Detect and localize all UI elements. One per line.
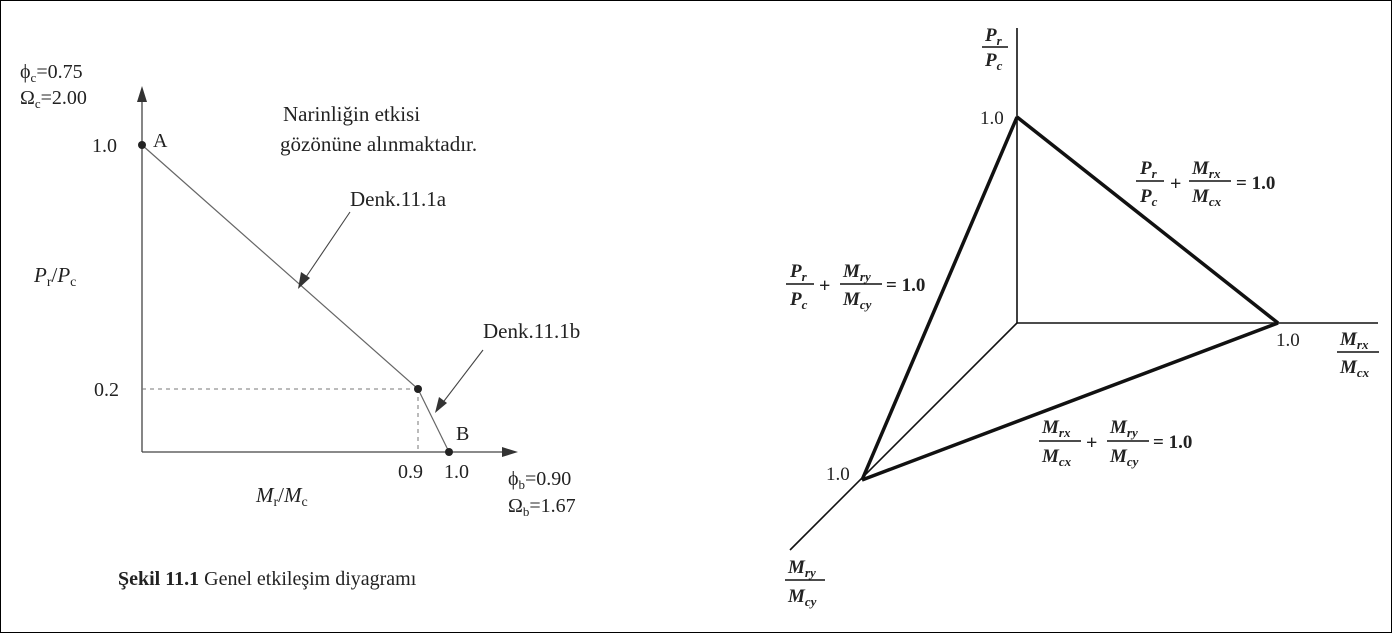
tick-top: 1.0 (980, 108, 1004, 129)
note-line-2: gözönüne alınmaktadır. (280, 132, 478, 156)
svg-text:Mrx: $M_{rx}$ (1340, 329, 1369, 352)
curve-segment-b (418, 389, 449, 452)
svg-text:Pc: $P_c$ (1140, 186, 1158, 209)
phi-c-label: $\phi_c=0.75$ (20, 61, 83, 85)
curve-segment-a (142, 145, 418, 389)
left-interaction-diagram (20, 61, 580, 590)
right-3d-interaction-diagram (785, 25, 1379, 609)
point-b-label: B (456, 423, 470, 445)
tick-right: 1.0 (1276, 330, 1300, 351)
equation-left (786, 261, 925, 312)
svg-text:Mry: $M_{ry}$ (1110, 417, 1138, 440)
svg-text:Mcx: $M_{cx}$ (1192, 186, 1222, 209)
svg-text:Mcy: $M_{cy}$ (1110, 446, 1139, 469)
leader-arrow-eq-b (441, 350, 483, 405)
svg-text:Mrx: $M_{rx}$ (1192, 158, 1221, 181)
axis-label-top (982, 25, 1008, 73)
svg-text:Pr: $P_r$ (1140, 158, 1157, 181)
y-tick-1: 1.0 (92, 135, 117, 157)
point-b-marker (445, 448, 453, 456)
svg-text:+: + (819, 275, 831, 297)
svg-text:Mry: $M_{ry}$ (788, 557, 816, 580)
svg-text:Mcy: $M_{cy}$ (843, 289, 872, 312)
x-tick-1: 1.0 (444, 461, 469, 483)
edge-top-bottom (862, 117, 1017, 480)
svg-text:Mrx: $M_{rx}$ (1042, 417, 1071, 440)
svg-text:Pc: $P_c$ (985, 50, 1003, 73)
svg-text:Pr: $P_r$ (985, 25, 1002, 48)
svg-text:= 1.0: = 1.0 (1236, 173, 1276, 194)
svg-text:Mcx: $M_{cx}$ (1042, 446, 1072, 469)
svg-text:Pr: $P_r$ (790, 261, 807, 284)
note-line-1: Narinliğin etkisi (283, 102, 421, 126)
svg-text:Mry: $M_{ry}$ (843, 261, 871, 284)
eq-ref-a: Denk.11.1a (350, 187, 447, 211)
equation-top (1136, 158, 1275, 209)
axis-diagonal (790, 323, 1017, 550)
equation-bottom (1039, 417, 1192, 469)
edge-top-right (1017, 117, 1278, 323)
svg-text:= 1.0: = 1.0 (886, 275, 926, 296)
x-tick-09: 0.9 (398, 461, 423, 483)
axis-label-bottom (785, 557, 825, 609)
point-mid-marker (414, 385, 422, 393)
figure-caption: Şekil 11.1 Genel etkileşim diyagramı (118, 568, 417, 590)
point-a-label: A (153, 130, 168, 152)
svg-text:Mcy: $M_{cy}$ (788, 586, 817, 609)
y-axis-label: Pr/Pc (34, 263, 77, 290)
leader-arrow-eq-a (304, 212, 350, 280)
point-a-marker (138, 141, 146, 149)
y-tick-02: 0.2 (94, 379, 119, 401)
x-axis-label: Mr/Mc (256, 483, 308, 510)
svg-text:Mcx: $M_{cx}$ (1340, 357, 1370, 380)
axis-label-right (1337, 329, 1379, 380)
tick-bottom: 1.0 (826, 464, 850, 485)
omega-b-label: $\Omega_b=1.67$ (508, 495, 576, 519)
left-y-axis-arrow (137, 86, 147, 102)
svg-text:= 1.0: = 1.0 (1153, 432, 1193, 453)
left-x-axis-arrow (502, 447, 518, 457)
phi-b-label: $\phi_b=0.90$ (508, 468, 572, 492)
eq-ref-b: Denk.11.1b (483, 319, 581, 343)
omega-c-label: $\Omega_c=2.00$ (20, 87, 87, 111)
svg-text:+: + (1170, 173, 1182, 195)
svg-text:Pc: $P_c$ (790, 289, 808, 312)
svg-text:+: + (1086, 432, 1098, 454)
